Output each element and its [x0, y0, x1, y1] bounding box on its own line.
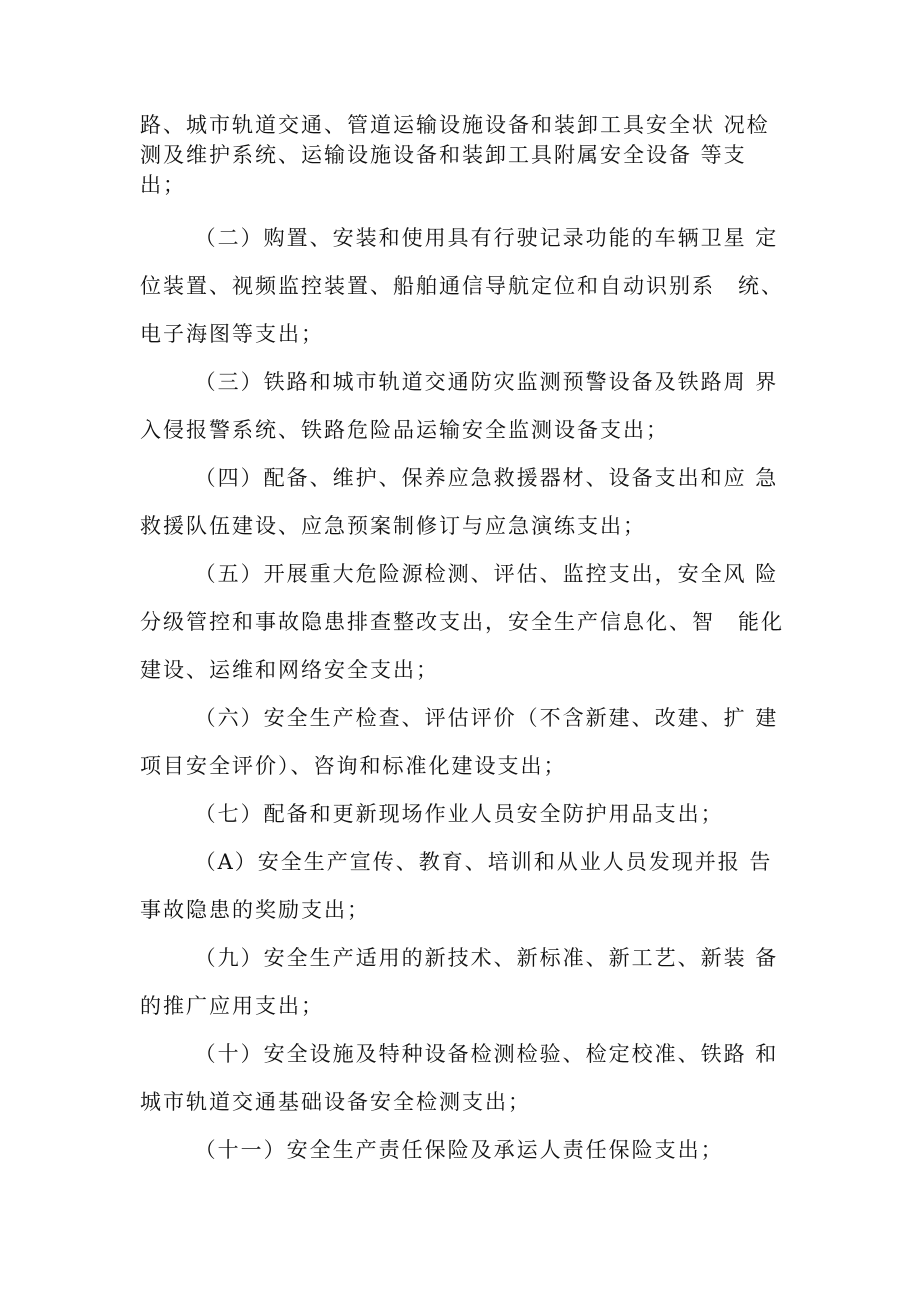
- paragraph-item-2: （二）购置、安装和使用具有行驶记录功能的车辆卫星 定位装置、视频监控装置、船舶通信导航定位和自动识别系 统、电子海图等支出；: [140, 226, 784, 346]
- paragraph-item-4: （四）配备、维护、保养应急救援器材、设备支出和应 急救援队伍建设、应急预案制修订与应急演练支出；: [140, 466, 779, 538]
- paragraph-item-10: （十）安全设施及特种设备检测检验、检定校准、铁路 和城市轨道交通基础设备安全检测支出；: [140, 1042, 779, 1114]
- paragraph-item-3: （三）铁路和城市轨道交通防灾监测预警设备及铁路周 界入侵报警系统、铁路危险品运输安全监测设备支出；: [140, 370, 779, 442]
- paragraph-item-6: （六）安全生产检查、评估评价（不含新建、改建、扩 建项目安全评价）、咨询和标准化建设支出；: [140, 706, 779, 778]
- paragraph-item-8: （A）安全生产宣传、教育、培训和从业人员发现并报 告事故隐患的奖励支出；: [140, 850, 773, 922]
- paragraph-item-5: （五）开展重大危险源检测、评估、监控支出，安全风 险分级管控和事故隐患排查整改支出，安全生产信息化、智 能化建设、运维和网络安全支出；: [140, 562, 784, 682]
- paragraph-item-11: （十一）安全生产责任保险及承运人责任保险支出；: [194, 1138, 724, 1162]
- paragraph-continuation: 路、城市轨道交通、管道运输设施设备和装卸工具安全状 况检测及维护系统、运输设施设备和装卸工具附属安全设备 等支出；: [140, 113, 770, 197]
- paragraph-item-7: （七）配备和更新现场作业人员安全防护用品支出；: [194, 802, 724, 826]
- paragraph-item-9: （九）安全生产适用的新技术、新标准、新工艺、新装 备的推广应用支出；: [140, 946, 779, 1018]
